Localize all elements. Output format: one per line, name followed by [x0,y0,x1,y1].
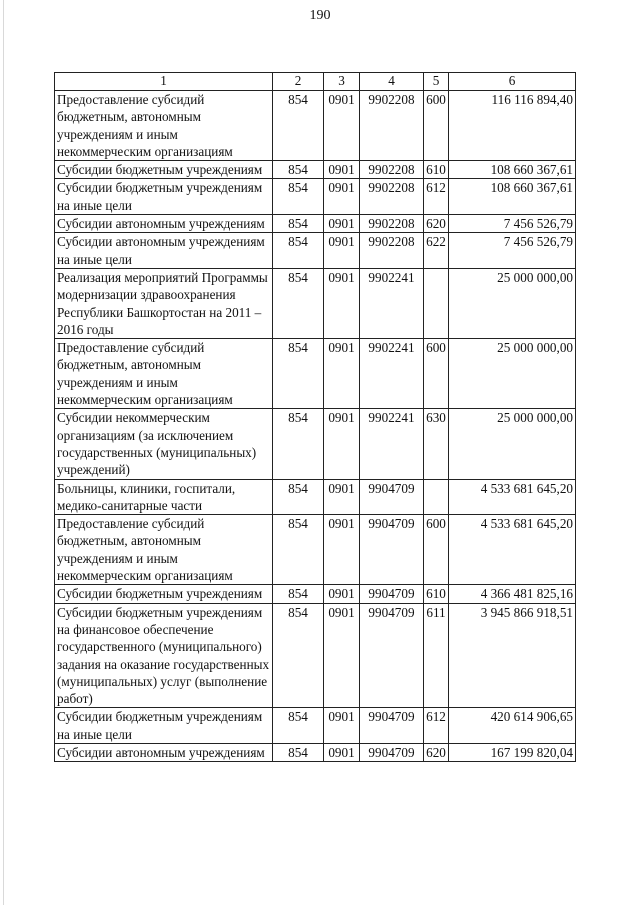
row-section-code: 0901 [324,215,360,233]
header-col-1: 1 [55,73,273,91]
row-expense-type: 611 [424,603,449,708]
row-section-code: 0901 [324,708,360,744]
row-sum: 25 000 000,00 [449,409,576,479]
row-ministry-code: 854 [273,233,324,269]
table-row [55,215,576,233]
row-name: Субсидии бюджетным учреждениям на финансовое обеспечение государственного (муниципального) задания на оказание государственных (муниципальных) услуг (выполнение работ) [55,603,273,708]
row-expense-type: 612 [424,708,449,744]
table-row [55,233,576,269]
row-name: Реализация мероприятий Программы модернизации здравоохранения Республики Башкортостан на 2011 – 2016 годы [55,268,273,338]
row-name: Предоставление субсидий бюджетным, автономным учреждениям и иным некоммерческим организациям [55,339,273,409]
row-sum: 108 660 367,61 [449,179,576,215]
row-target-code: 9902208 [360,233,424,269]
row-name: Субсидии бюджетным учреждениям [55,585,273,603]
row-name: Субсидии автономным учреждениям на иные цели [55,233,273,269]
row-name: Предоставление субсидий бюджетным, автономным учреждениям и иным некоммерческим организациям [55,91,273,161]
row-ministry-code: 854 [273,339,324,409]
table-row [55,743,576,761]
row-ministry-code: 854 [273,708,324,744]
row-target-code: 9904709 [360,603,424,708]
row-target-code: 9902208 [360,215,424,233]
scan-edge-line [3,0,4,905]
table-row [55,161,576,179]
row-expense-type: 620 [424,215,449,233]
row-name: Субсидии некоммерческим организациям (за исключением государственных (муниципальных) учреждений) [55,409,273,479]
row-sum: 4 366 481 825,16 [449,585,576,603]
table-header-row [55,73,576,91]
row-target-code: 9902241 [360,339,424,409]
row-sum: 7 456 526,79 [449,233,576,269]
row-ministry-code: 854 [273,409,324,479]
table-row [55,268,576,338]
row-name: Предоставление субсидий бюджетным, автономным учреждениям и иным некоммерческим организациям [55,515,273,585]
row-section-code: 0901 [324,91,360,161]
row-section-code: 0901 [324,743,360,761]
row-target-code: 9902208 [360,161,424,179]
row-target-code: 9904709 [360,585,424,603]
page-number: 190 [309,8,331,23]
row-sum: 4 533 681 645,20 [449,515,576,585]
row-name: Субсидии бюджетным учреждениям на иные цели [55,708,273,744]
row-ministry-code: 854 [273,603,324,708]
table-row [55,515,576,585]
table-row [55,603,576,708]
row-ministry-code: 854 [273,479,324,515]
row-section-code: 0901 [324,479,360,515]
row-expense-type: 620 [424,743,449,761]
row-ministry-code: 854 [273,91,324,161]
row-expense-type: 610 [424,161,449,179]
table-row [55,708,576,744]
row-sum: 25 000 000,00 [449,339,576,409]
header-col-3: 3 [324,73,360,91]
row-target-code: 9902241 [360,409,424,479]
row-expense-type: 622 [424,233,449,269]
row-expense-type: 610 [424,585,449,603]
header-col-6: 6 [449,73,576,91]
row-sum: 4 533 681 645,20 [449,479,576,515]
row-section-code: 0901 [324,233,360,269]
table-row [55,479,576,515]
row-expense-type: 600 [424,91,449,161]
row-expense-type: 630 [424,409,449,479]
row-target-code: 9904709 [360,479,424,515]
table-row [55,91,576,161]
header-col-4: 4 [360,73,424,91]
row-sum: 7 456 526,79 [449,215,576,233]
row-section-code: 0901 [324,585,360,603]
row-ministry-code: 854 [273,268,324,338]
row-section-code: 0901 [324,179,360,215]
row-target-code: 9902208 [360,91,424,161]
row-expense-type [424,268,449,338]
row-target-code: 9904709 [360,708,424,744]
row-target-code: 9904709 [360,743,424,761]
row-expense-type: 612 [424,179,449,215]
row-ministry-code: 854 [273,179,324,215]
row-expense-type: 600 [424,339,449,409]
row-name: Субсидии бюджетным учреждениям [55,161,273,179]
row-section-code: 0901 [324,161,360,179]
row-section-code: 0901 [324,409,360,479]
row-ministry-code: 854 [273,215,324,233]
header-col-5: 5 [424,73,449,91]
row-ministry-code: 854 [273,515,324,585]
row-sum: 108 660 367,61 [449,161,576,179]
row-sum: 3 945 866 918,51 [449,603,576,708]
budget-table [54,72,576,762]
table-row [55,585,576,603]
table-row [55,179,576,215]
header-col-2: 2 [273,73,324,91]
row-sum: 420 614 906,65 [449,708,576,744]
row-sum: 116 116 894,40 [449,91,576,161]
row-section-code: 0901 [324,339,360,409]
row-section-code: 0901 [324,603,360,708]
row-expense-type: 600 [424,515,449,585]
row-name: Субсидии автономным учреждениям [55,215,273,233]
row-target-code: 9902208 [360,179,424,215]
row-ministry-code: 854 [273,743,324,761]
row-ministry-code: 854 [273,161,324,179]
row-target-code: 9904709 [360,515,424,585]
row-sum: 25 000 000,00 [449,268,576,338]
row-section-code: 0901 [324,515,360,585]
row-name: Субсидии автономным учреждениям [55,743,273,761]
row-target-code: 9902241 [360,268,424,338]
row-expense-type [424,479,449,515]
table-row [55,339,576,409]
row-sum: 167 199 820,04 [449,743,576,761]
row-section-code: 0901 [324,268,360,338]
row-name: Больницы, клиники, госпитали, медико-санитарные части [55,479,273,515]
table-row [55,409,576,479]
row-name: Субсидии бюджетным учреждениям на иные цели [55,179,273,215]
row-ministry-code: 854 [273,585,324,603]
